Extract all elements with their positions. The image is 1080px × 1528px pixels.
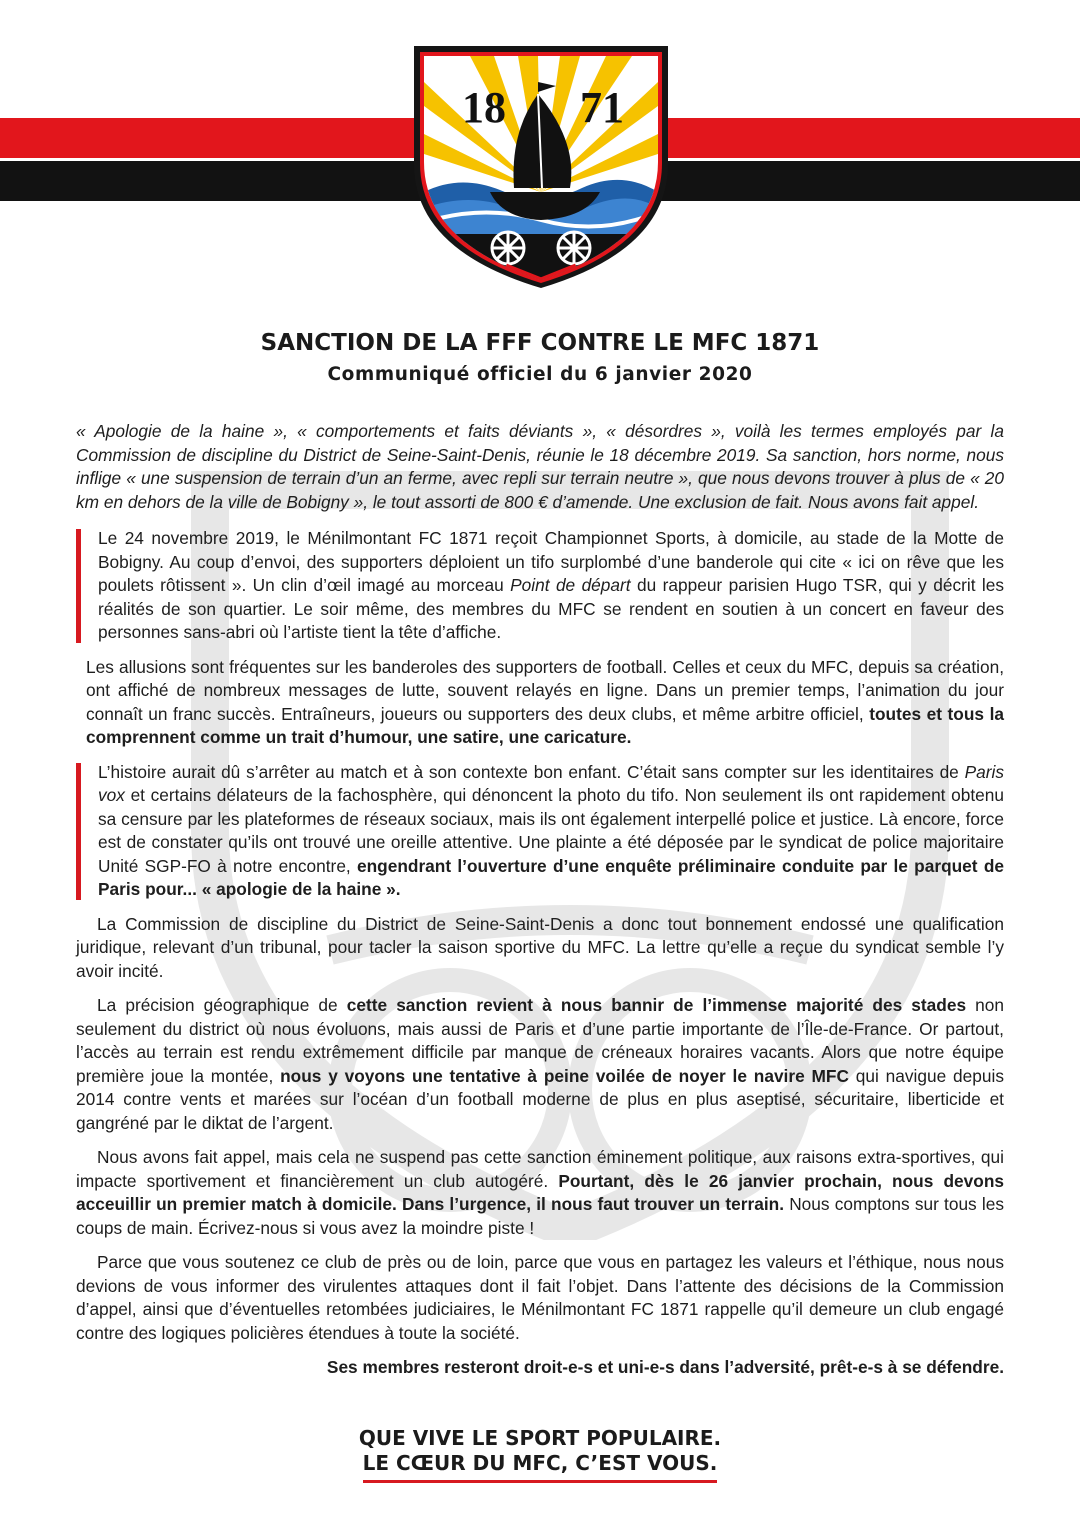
- paragraph-geography: La précision géographique de cette sanction revient à nous bannir de l’immense majorité des stades non seulement du district où nous évoluons, mais aussi de Paris et d’une partie importante de l’Île-de-France. Or partout, l’accès au terrain est rendu extrêmement difficile par manque de créneaux horaires vacants. Alors que notre équipe première joue la montée, nous y voyons une tentative à peine voilée de noyer le navire MFC qui navigue depuis 2014 contre vents et marées sur l’océan d’un football moderne de plus en plus aseptisé, sécuritaire, liberticide et gangréné par le diktat de l’argent.: [76, 995, 1005, 1133]
- closing-line-2: LE CŒUR DU MFC, C’EST VOUS.: [363, 1451, 718, 1483]
- paragraph-tifo: Le 24 novembre 2019, le Ménilmontant FC 1871 reçoit Championnet Sports, à domicile, au stade de la Motte de Bobigny. Au coup d’envoi, des supporters déploient un tifo surplombé d’une banderole qui cite « ici on rêve que les poulets rôtissent ». Un clin d’œil imagé au morceau Point de départ du rappeur parisien Hugo TSR, qui y décrit les réalités de son quartier. Le soir même, des membres du MFC se rendent en soutien à un concert en faveur des personnes sans-abri où l’artiste tient la tête d’affiche.: [76, 527, 1004, 645]
- crest-year-right: 71: [580, 83, 624, 132]
- paragraph-complaint: L’histoire aurait dû s’arrêter au match et à son contexte bon enfant. C’était sans compter sur les identitaires de Paris vox et certains délateurs de la fachosphère, qui dénoncent la photo du tifo. Non seulement ils ont rapidement obtenu sa censure par les plateformes de réseaux sociaux, mais ils ont également interpellé police et justice. Là encore, force est de constater qu’ils ont trouvé une oreille attentive. Une plainte a été déposée par le syndicat de police majoritaire Unité SGP-FO à notre encontre, engendrant l’ouverture d’une enquête préliminaire conduite par le parquet de Paris pour... « apologie de la haine ».: [76, 761, 1004, 902]
- crest-year-left: 18: [462, 83, 506, 132]
- paragraph-commission: La Commission de discipline du District de Seine-Saint-Denis a donc tout bonnement endossé une qualification juridique, relevant d’un tribunal, pour tacler la saison sportive du MFC. La lettre qu’elle a reçue du syndicat semble l’y avoir incité.: [76, 913, 1004, 981]
- club-crest-logo: [410, 42, 672, 290]
- page-subtitle: Communiqué officiel du 6 janvier 2020: [327, 364, 753, 385]
- page-title: SANCTION DE LA FFF CONTRE LE MFC 1871: [260, 330, 820, 356]
- paragraph-intro: « Apologie de la haine », « comportements et faits déviants », « désordres », voilà les termes employés par la Commission de discipline du District de Seine-Saint-Denis, réunie le 18 décembre 2019. Sa sanction, hors norme, nous inflige « une suspension de terrain d’un an ferme, avec repli sur terrain neutre », que nous devons trouver à plus de « 20 km en dehors de la ville de Bobigny », le tout assorti de 800 € d’amende. Une exclusion de fait. Nous avons fait appel.: [76, 421, 1004, 512]
- closing-slogan: [0, 1426, 1080, 1483]
- paragraph-members: Ses membres resteront droit-e-s et uni-e-s dans l’adversité, prêt-e-s à se défendre.: [326, 1357, 1004, 1377]
- paragraph-support: Parce que vous soutenez ce club de près ou de loin, parce que vous en partagez les valeurs et l’éthique, nous nous devions de vous informer des virulentes attaques dont il fait l’objet. Dans l’attente des décisions de la Commission d’appel, ainsi que d’éventuelles retombées judiciaires, le Ménilmontant FC 1871 rappelle qu’il demeure un club engagé contre des logiques policières étendues à toute la société.: [76, 1252, 1004, 1343]
- paragraph-appeal: Nous avons fait appel, mais cela ne suspend pas cette sanction éminement politique, aux raisons extra-sportives, qui impacte sportivement et financièrement un club autogéré. Pourtant, dès le 26 janvier prochain, nous devons acceuillir un premier match à domicile. Dans l’urgence, il nous faut trouver un terrain. Nous comptons sur tous les coups de main. Écrivez-nous si vous avez la moindre piste !: [76, 1147, 1004, 1238]
- closing-line-1: QUE VIVE LE SPORT POPULAIRE.: [358, 1426, 722, 1450]
- paragraph-allusions: Les allusions sont fréquentes sur les banderoles des supporters de football. Celles et ceux du MFC, depuis sa création, ont affiché de nombreux messages de lutte, souvent relayés en ligne. Dans un premier temps, l’animation du jour connaît un franc succès. Entraîneurs, joueurs ou supporters des deux clubs, et même arbitre officiel, toutes et tous la comprennent comme un trait d’humour, une satire, une caricature.: [86, 656, 1004, 747]
- communique-body: [0, 420, 1080, 1380]
